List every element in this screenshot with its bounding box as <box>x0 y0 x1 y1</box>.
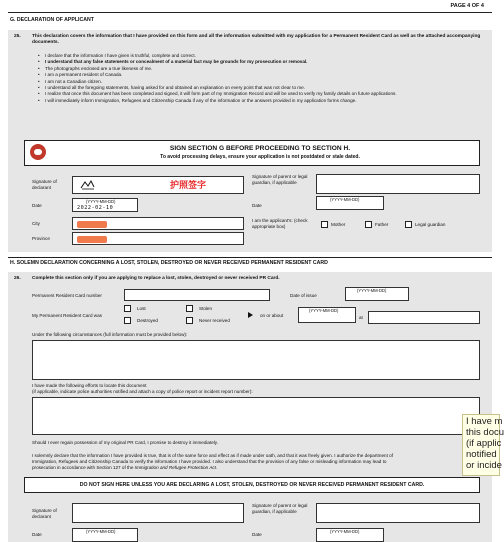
bullet-item: • I understand that any false statements or concealment of a material fact may be grounds for my prosecution or removal. <box>38 59 488 65</box>
efforts-label: I have made the following efforts to locate this document <box>32 383 147 388</box>
solemn-text: prosecution in accordance with Section 127 of the <box>32 465 135 470</box>
h-date-field[interactable] <box>72 528 138 542</box>
stolen-label: Stolen <box>199 306 213 311</box>
date-format-hint: (YYYY-MM-DD) <box>357 288 387 293</box>
bullet-item: • The photographs enclosed are a true likeness of me. <box>38 66 488 72</box>
efforts-textarea[interactable] <box>32 397 480 435</box>
tooltip-line: this docu <box>466 427 504 438</box>
item-25-number: 25. <box>14 34 21 39</box>
section-h-title: H. SOLEMN DECLARATION CONCERNING A LOST, STOLEN, DESTROYED OR NEVER RECEIVED PERMANENT RESIDENT CARD <box>10 260 328 266</box>
signature-scribble-icon <box>79 179 97 191</box>
father-label: Father <box>375 222 389 227</box>
never-received-checkbox[interactable] <box>186 317 193 324</box>
h-parent-signature-label: Signature of parent or legal guardian, if applicable <box>252 503 308 514</box>
bullet-item: • I will immediately inform Immigration, Refugees and Citizenship Canada if any of the information or the answers provided in my application forms change. <box>38 98 488 104</box>
sign-banner-subtitle: To avoid processing delays, ensure your application is not postdated or stale dated. <box>160 154 360 160</box>
destroyed-label: Destroyed <box>137 318 158 323</box>
bullet-item: • I am not a Canadian citizen. <box>38 79 488 85</box>
signature-label: Signature of declarant <box>32 179 57 190</box>
on-or-about-date-field[interactable] <box>298 307 356 323</box>
solemn-declaration-line-2: Immigration, Refugees and Citizenship Canada to verify the information I have provided. I also understand that the provision of any false or misleading information may lead to <box>32 459 387 464</box>
applicant-relation-label: I am the applicant's: (check appropriate box) <box>252 218 308 229</box>
item-25-text: This declaration covers the information that I have provided on this form and all the information submitted with my application for a Permanent Resident Card as well as the attached accompanying documents. <box>32 34 481 45</box>
on-or-about-label: on or about <box>260 313 284 318</box>
section-h-divider <box>8 257 492 258</box>
stolen-checkbox[interactable] <box>186 305 193 312</box>
date-format-hint: (YYYY-MM-DD) <box>86 199 116 204</box>
province-field[interactable] <box>72 232 244 245</box>
city-label: City <box>32 221 40 226</box>
legal-guardian-checkbox[interactable] <box>405 221 412 228</box>
bullet-item: • I am a permanent resident of Canada. <box>38 72 488 78</box>
parent-date-label: Date <box>252 203 262 208</box>
item-26-number: 26. <box>14 276 21 281</box>
act-name: Immigration and Refugee Protection Act. <box>134 465 218 470</box>
tooltip-line: I have m <box>466 416 503 427</box>
parent-date-field[interactable] <box>316 196 384 210</box>
pr-card-number-field[interactable] <box>124 289 270 301</box>
h-signature-field[interactable] <box>72 503 244 523</box>
location-field[interactable] <box>368 311 480 324</box>
h-parent-date-field[interactable] <box>316 528 384 542</box>
arrow-right-icon <box>248 312 253 318</box>
item-26-text: Complete this section only if you are applying to replace a lost, stolen, destroyed or never received PR Card. <box>32 276 280 281</box>
redacted-province <box>77 236 107 243</box>
date-of-issue-field[interactable] <box>345 287 409 301</box>
sign-banner-title: SIGN SECTION G BEFORE PROCEEDING TO SECTION H. <box>169 145 351 152</box>
father-checkbox[interactable] <box>365 221 372 228</box>
solemn-declaration-line-3 <box>32 465 480 471</box>
pr-card-number-label: Permanent Resident Card number <box>32 293 102 298</box>
mother-label: Mother <box>331 222 346 227</box>
stop-sign-icon <box>30 144 46 160</box>
declaration-bullets <box>38 53 488 104</box>
section-g-title: G. DECLARATION OF APPLICANT <box>10 17 94 23</box>
promise-text: Should I ever regain possession of my original PR Card, I promise to destroy it immediately. <box>32 440 219 445</box>
mother-checkbox[interactable] <box>321 221 328 228</box>
tooltip-line: or incide <box>466 460 502 471</box>
sign-banner <box>24 140 480 166</box>
top-divider <box>8 12 492 13</box>
date-format-hint: (YYYY-MM-DD) <box>330 197 360 202</box>
h-parent-date-label: Date <box>252 532 262 537</box>
h-parent-signature-field[interactable] <box>316 503 480 523</box>
date-format-hint: (YYYY-MM-DD) <box>309 308 339 313</box>
date-value: 2022-02-10 <box>77 205 114 211</box>
province-label: Province <box>32 236 50 241</box>
signature-field[interactable] <box>72 176 244 194</box>
field-tooltip <box>462 414 504 476</box>
circumstances-label: Under the following circumstances (full information must be provided below): <box>32 332 188 337</box>
never-received-label: Never received <box>199 318 230 323</box>
bullet-item: • I understand all the foregoing statements, having asked for and obtained an explanation on every point that was not clear to me. <box>38 85 488 91</box>
destroyed-checkbox[interactable] <box>124 317 131 324</box>
parent-signature-field[interactable] <box>316 174 480 194</box>
bullet-item: • I realize that once this document has been completed and signed, it will form part of my Immigration Record and will be used to verify my family details on future applications. <box>38 91 488 97</box>
date-field[interactable] <box>72 198 138 212</box>
lost-label: Lost <box>137 306 146 311</box>
circumstances-textarea[interactable] <box>32 340 480 380</box>
date-format-hint: (YYYY-MM-DD) <box>86 529 116 534</box>
bullet-item: • I declare that the information I have given is truthful, complete and correct. <box>38 53 488 59</box>
legal-guardian-label: Legal guardian <box>415 222 446 227</box>
parent-signature-label: Signature of parent or legal guardian, if applicable <box>252 174 308 185</box>
h-date-label: Date <box>32 532 42 537</box>
redacted-city <box>77 221 107 228</box>
card-status-label: My Permanent Resident Card was <box>32 313 102 318</box>
solemn-declaration-line-1: I solemnly declare that the information I have provided is true, that is of the same force and effect as if made under oath, and that it was freely given. I authorize the department of <box>32 453 393 458</box>
h-signature-label: Signature of declarant <box>32 508 57 519</box>
page-number: PAGE 4 OF 4 <box>450 3 484 9</box>
tooltip-line: (if applic <box>466 438 502 449</box>
lost-checkbox[interactable] <box>124 305 131 312</box>
do-not-sign-text: DO NOT SIGN HERE UNLESS YOU ARE DECLARING A LOST, STOLEN, DESTROYED OR NEVER RECEIVED PERMANENT RESIDENT CARD. <box>79 482 425 488</box>
date-format-hint: (YYYY-MM-DD) <box>330 529 360 534</box>
tooltip-line: notified <box>466 449 497 460</box>
at-label: at <box>359 315 363 320</box>
red-annotation: 护照签字 <box>170 181 207 191</box>
date-label: Date <box>32 203 42 208</box>
efforts-sublabel: (if applicable, indicate police authorities notified and attach a copy of police report or incident report number): <box>32 389 253 394</box>
city-field[interactable] <box>72 217 244 230</box>
date-of-issue-label: Date of issue <box>290 293 317 298</box>
